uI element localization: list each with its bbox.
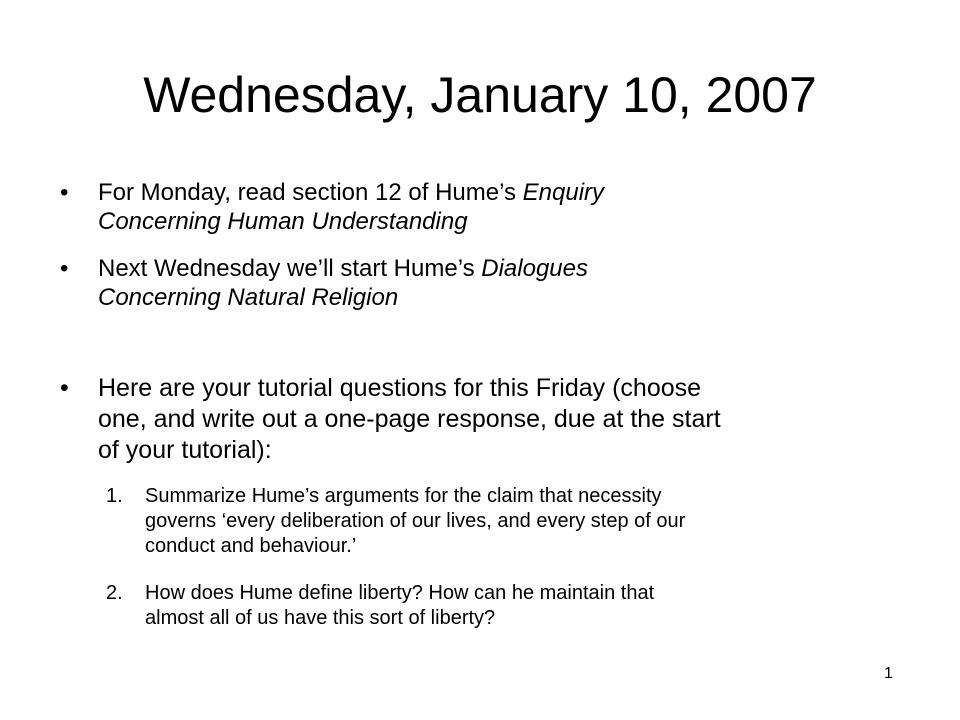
page-number: 1 xyxy=(884,665,893,682)
question-line: conduct and behaviour.’ xyxy=(145,535,357,557)
book-title-italic: Concerning Human Understanding xyxy=(98,208,468,235)
book-title-italic: Enquiry xyxy=(522,179,605,206)
bullet-text: Next Wednesday we’ll start Hume’s xyxy=(98,255,482,282)
bullet-reading-wednesday xyxy=(60,254,588,312)
question-number: 2. xyxy=(106,582,123,604)
bullet-line xyxy=(98,254,588,283)
book-title-italic: Dialogues xyxy=(481,255,588,282)
bullet-text: For Monday, read section 12 of Hume’s xyxy=(98,179,523,206)
bullet-line: one, and write out a one-page response, due at the start xyxy=(98,405,721,433)
slide-title: Wednesday, January 10, 2007 xyxy=(143,67,817,123)
bullet-dot: • xyxy=(60,374,69,402)
question-item-2 xyxy=(106,581,655,631)
bullet-line xyxy=(98,207,604,236)
book-title-italic: Concerning Natural Religion xyxy=(98,284,399,311)
bullet-line: Here are your tutorial questions for this Friday (choose xyxy=(98,374,702,402)
bullet-dot: • xyxy=(60,179,69,206)
bullet-line xyxy=(98,283,588,312)
question-item-1 xyxy=(106,484,686,559)
question-line: Summarize Hume’s arguments for the claim that necessity xyxy=(145,485,662,507)
bullet-line: of your tutorial): xyxy=(98,436,272,464)
question-number: 1. xyxy=(106,485,123,507)
bullet-tutorial-questions xyxy=(60,373,721,466)
question-line: governs ‘every deliberation of our lives, and every step of our xyxy=(145,510,686,532)
bullet-dot: • xyxy=(60,255,69,282)
question-line: How does Hume define liberty? How can he maintain that xyxy=(145,582,655,604)
question-line: almost all of us have this sort of liberty? xyxy=(145,607,496,629)
bullet-line xyxy=(98,178,604,207)
bullet-reading-monday xyxy=(60,178,605,236)
